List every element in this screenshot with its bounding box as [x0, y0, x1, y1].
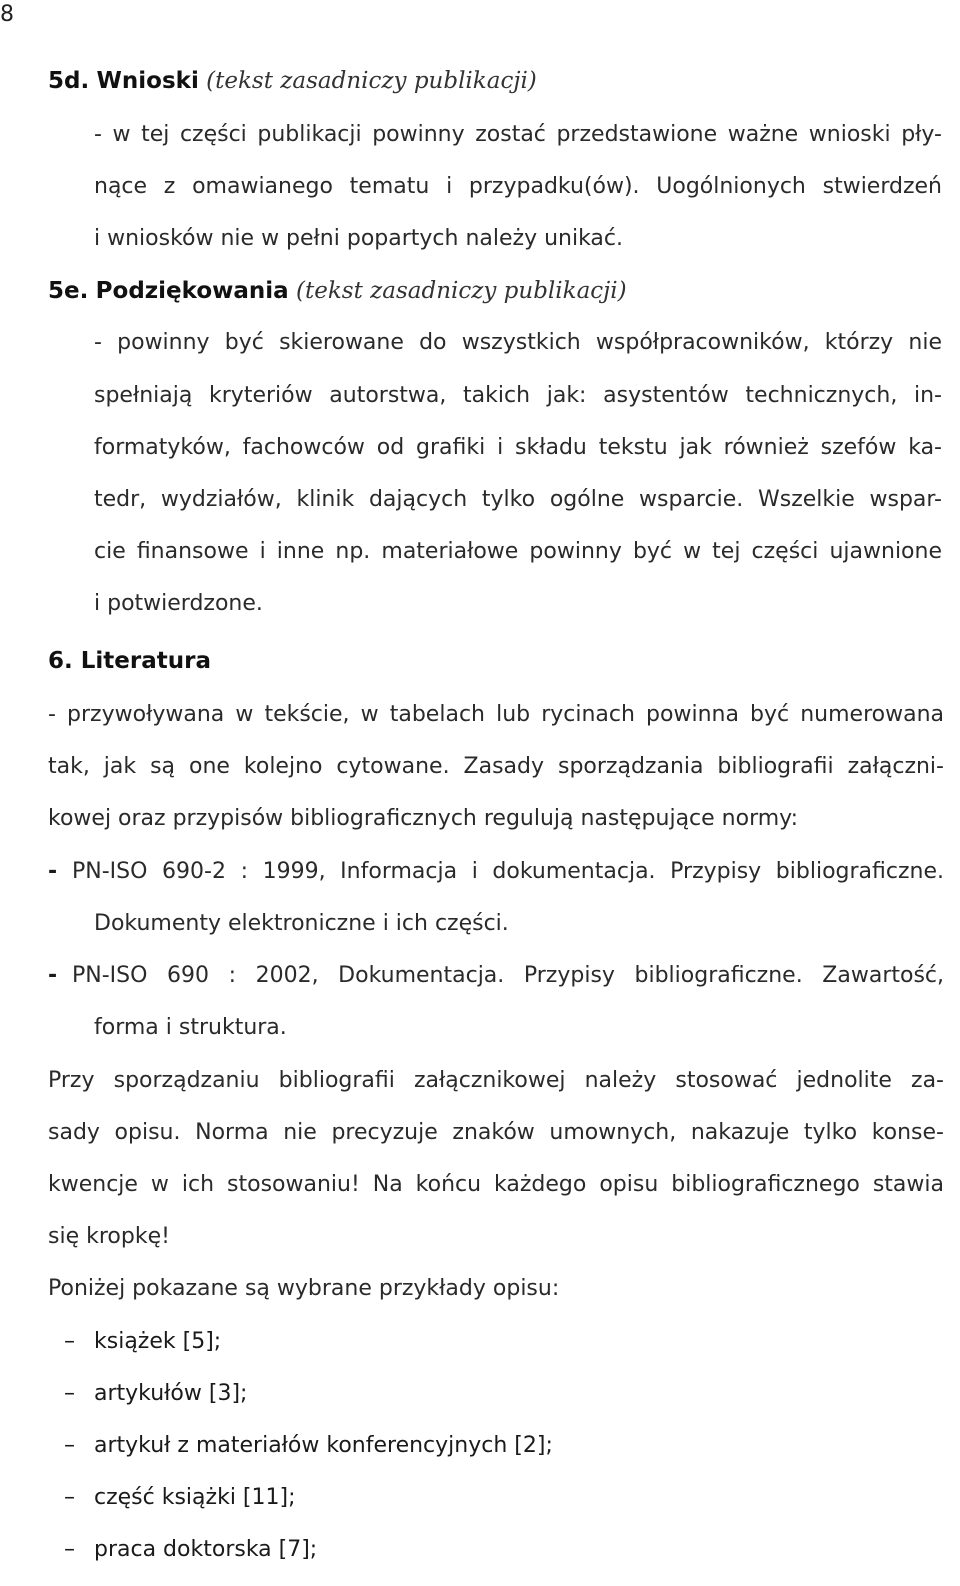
- list-item: artykułów [3];: [94, 1381, 248, 1406]
- list-item: część książki [11];: [94, 1485, 296, 1510]
- section-5d-heading: [48, 66, 537, 96]
- section-5d-paren: (tekst zasadniczy publikacji): [206, 68, 537, 94]
- section-6-intro-line: - przywoływana w tekście, w tabelach lub rycinach powinna być numerowana: [48, 702, 944, 727]
- paragraph-line: się kropkę!: [48, 1224, 170, 1249]
- norm-item-line: Dokumenty elektroniczne i ich części.: [94, 911, 509, 936]
- list-dash: –: [64, 1485, 75, 1510]
- section-6-heading: 6. Literatura: [48, 648, 211, 674]
- list-dash: –: [64, 1329, 75, 1354]
- section-5e-paren: (tekst zasadniczy publikacji): [296, 278, 627, 304]
- norm-item-line: [72, 961, 944, 991]
- list-dash: –: [64, 1381, 75, 1406]
- section-6-intro-line: kowej oraz przypisów bibliograficznych regulują następujące normy:: [48, 806, 798, 831]
- section-5d-line: nące z omawianego tematu i przypadku(ów). Uogólnionych stwierdzeń: [94, 174, 942, 199]
- section-5d-line: - w tej części publikacji powinny zostać przedstawione ważne wnioski pły-: [94, 122, 942, 147]
- page-number: 8: [0, 2, 14, 27]
- section-5d-line: i wniosków nie w pełni popartych należy unikać.: [94, 226, 623, 251]
- list-item: artykuł z materiałów konferencyjnych [2];: [94, 1433, 553, 1458]
- section-5e-title: Podziękowania: [95, 278, 289, 304]
- norm-bullet: -: [48, 859, 58, 884]
- list-dash: –: [64, 1537, 75, 1562]
- norm-text: PN-ISO 690-2 : 1999, Informacja i dokumentacja. Przypisy bibliograficzne.: [72, 859, 944, 884]
- section-5e-number: 5e.: [48, 278, 89, 304]
- paragraph-line: kwencje w ich stosowaniu! Na końcu każdego opisu bibliograficznego stawia: [48, 1172, 944, 1197]
- norm-item-line: [72, 857, 944, 887]
- section-6-intro-line: tak, jak są one kolejno cytowane. Zasady sporządzania bibliografii załączni-: [48, 754, 944, 779]
- section-5e-line: - powinny być skierowane do wszystkich współpracowników, którzy nie: [94, 330, 942, 355]
- section-5d-title: Wnioski: [96, 68, 199, 94]
- paragraph-line: sady opisu. Norma nie precyzuje znaków umownych, nakazuje tylko konse-: [48, 1120, 944, 1145]
- norm-item-line: forma i struktura.: [94, 1015, 287, 1040]
- section-5e-line: i potwierdzone.: [94, 591, 263, 616]
- section-5e-line: spełniają kryteriów autorstwa, takich jak: asystentów technicznych, in-: [94, 383, 942, 408]
- section-5e-line: cie finansowe i inne np. materiałowe powinny być w tej części ujawnione: [94, 539, 942, 564]
- list-item: książek [5];: [94, 1329, 222, 1354]
- section-5d-number: 5d.: [48, 68, 90, 94]
- paragraph-line: Przy sporządzaniu bibliografii załącznikowej należy stosować jednolite za-: [48, 1068, 944, 1093]
- examples-intro: Poniżej pokazane są wybrane przykłady opisu:: [48, 1276, 560, 1301]
- list-item: praca doktorska [7];: [94, 1537, 318, 1562]
- section-5e-line: tedr, wydziałów, klinik dających tylko ogólne wsparcie. Wszelkie wspar-: [94, 487, 942, 512]
- section-5e-heading: [48, 276, 627, 306]
- section-5e-line: formatyków, fachowców od grafiki i składu tekstu jak również szefów ka-: [94, 435, 942, 460]
- norm-text: PN-ISO 690 : 2002, Dokumentacja. Przypisy bibliograficzne. Zawartość,: [72, 963, 944, 988]
- norm-bullet: -: [48, 963, 58, 988]
- list-dash: –: [64, 1433, 75, 1458]
